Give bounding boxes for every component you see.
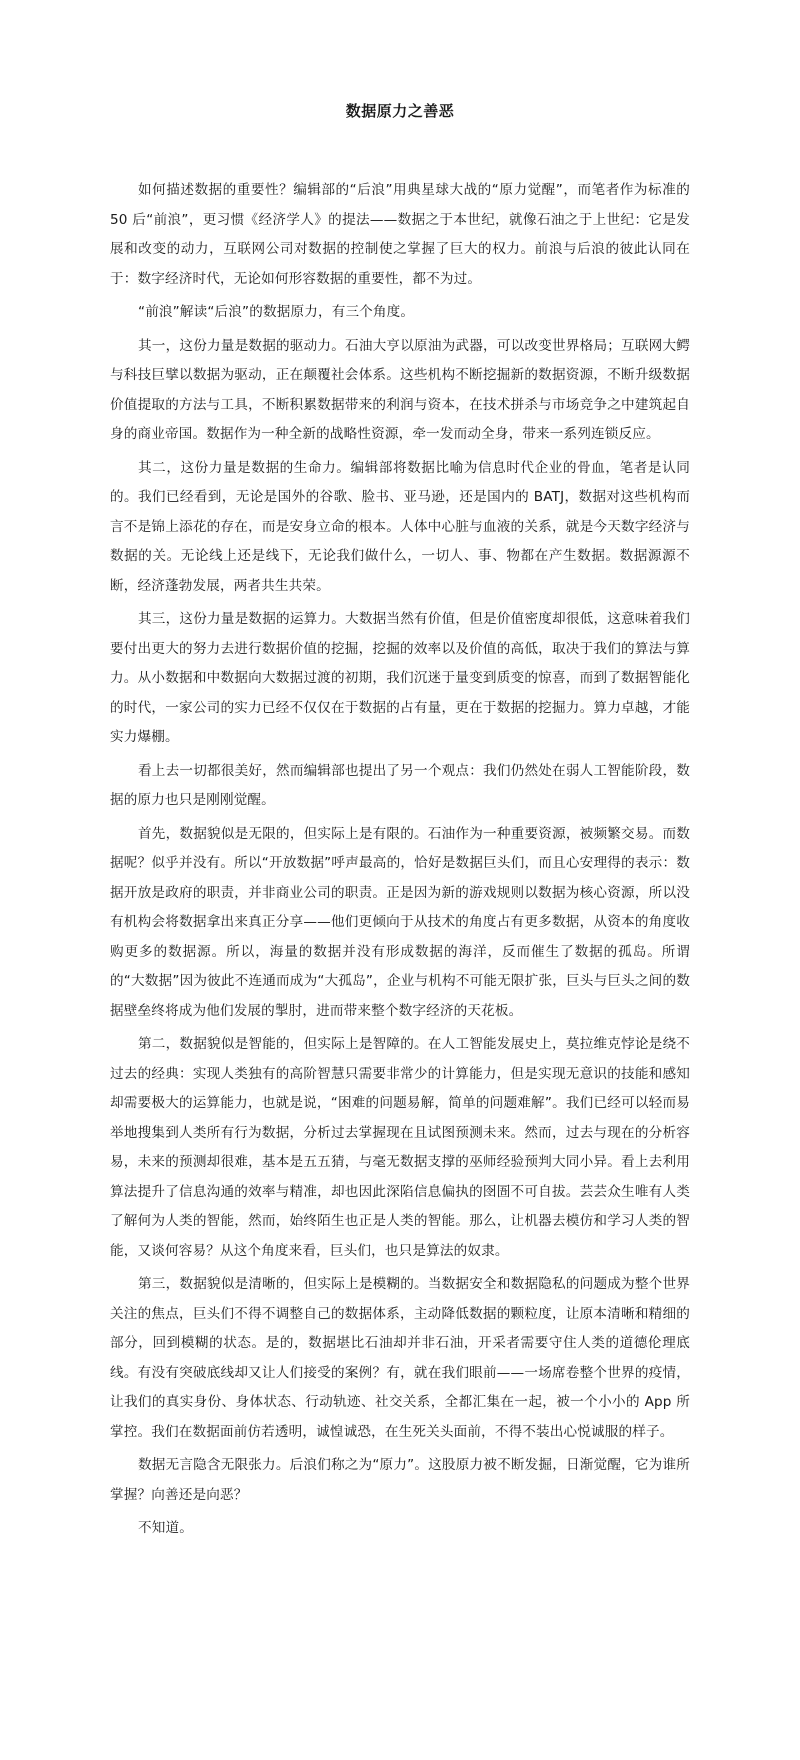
article-paragraph: 其三，这份力量是数据的运算力。大数据当然有价值，但是价值密度却很低，这意味着我们要付出更大的努力去进行数据价值的挖掘，挖掘的效率以及价值的高低，取决于我们的算法与算力。从小数据和中数据向大数据过渡的初期，我们沉迷于量变到质变的惊喜，而到了数据智能化的时代，一家公司的实力已经不仅仅在于数据的占有量，更在于数据的挖掘力。算力卓越，才能实力爆棚。	[110, 611, 690, 745]
article-title: 数据原力之善恶	[345, 102, 455, 120]
article-paragraph: “前浪”解读“后浪”的数据原力，有三个角度。	[138, 304, 415, 320]
article-paragraph: 不知道。	[138, 1520, 193, 1536]
article-paragraph: 看上去一切都很美好，然而编辑部也提出了另一个观点：我们仍然处在弱人工智能阶段，数据的原力也只是刚刚觉醒。	[110, 762, 690, 808]
article-paragraph: 如何描述数据的重要性？编辑部的“后浪”用典星球大战的“原力觉醒”，而笔者作为标准的 50 后“前浪”，更习惯《经济学人》的提法——数据之于本世纪，就像石油之于上世纪：它是发展和改变的动力，互联网公司对数据的控制使之掌握了巨大的权力。前浪与后浪的彼此认同在于：数字经济时代，无论如何形容数据的重要性，都不为过。	[110, 182, 690, 287]
article-paragraph: 其一，这份力量是数据的驱动力。石油大亨以原油为武器，可以改变世界格局；互联网大鳄与科技巨擘以数据为驱动，正在颠覆社会体系。这些机构不断挖掘新的数据资源，不断升级数据价值提取的方法与工具，不断积累数据带来的利润与资本，在技术拼杀与市场竞争之中建筑起自身的商业帝国。数据作为一种全新的战略性资源，牵一发而动全身，带来一系列连锁反应。	[110, 337, 690, 442]
article-paragraph: 数据无言隐含无限张力。后浪们称之为“原力”。这股原力被不断发掘，日渐觉醒，它为谁所掌握？向善还是向恶？	[110, 1457, 690, 1503]
article-paragraph: 首先，数据貌似是无限的，但实际上是有限的。石油作为一种重要资源，被频繁交易。而数据呢？似乎并没有。所以“开放数据”呼声最高的，恰好是数据巨头们，而且心安理得的表示：数据开放是政府的职责，并非商业公司的职责。正是因为新的游戏规则以数据为核心资源，所以没有机构会将数据拿出来真正分享——他们更倾向于从技术的角度占有更多数据，从资本的角度收购更多的数据源。所以，海量的数据并没有形成数据的海洋，反而催生了数据的孤岛。所谓的“大数据”因为彼此不连通而成为“大孤岛”，企业与机构不可能无限扩张，巨头与巨头之间的数据壁垒终将成为他们发展的掣肘，进而带来整个数字经济的天花板。	[110, 825, 690, 1019]
article-paragraph: 其二，这份力量是数据的生命力。编辑部将数据比喻为信息时代企业的骨血，笔者是认同的。我们已经看到，无论是国外的谷歌、脸书、亚马逊，还是国内的 BATJ，数据对这些机构而言不是锦上添花的存在，而是安身立命的根本。人体中心脏与血液的关系，就是今天数字经济与数据的关。无论线上还是线下，无论我们做什么，一切人、事、物都在产生数据。数据源源不断，经济蓬勃发展，两者共生共荣。	[110, 459, 690, 594]
article-paragraph: 第三，数据貌似是清晰的，但实际上是模糊的。当数据安全和数据隐私的问题成为整个世界关注的焦点，巨头们不得不调整自己的数据体系，主动降低数据的颗粒度，让原本清晰和精细的部分，回到模糊的状态。是的，数据堪比石油却并非石油，开采者需要守住人类的道德伦理底线。有没有突破底线却又让人们接受的案例？有，就在我们眼前——一场席卷整个世界的疫情，让我们的真实身份、身体状态、行动轨迹、社交关系，全都汇集在一起，被一个小小的 App 所掌控。我们在数据面前仿若透明，诚惶诚恐，在生死关头面前，不得不装出心悦诚服的样子。	[110, 1276, 690, 1440]
article-paragraph: 第二，数据貌似是智能的，但实际上是智障的。在人工智能发展史上，莫拉维克悖论是绕不过去的经典：实现人类独有的高阶智慧只需要非常少的计算能力，但是实现无意识的技能和感知却需要极大的运算能力，也就是说，“困难的问题易解，简单的问题难解”。我们已经可以轻而易举地搜集到人类所有行为数据，分析过去掌握现在且试图预测未来。然而，过去与现在的分析容易，未来的预测却很难，基本是五五猜，与毫无数据支撑的巫师经验预判大同小异。看上去利用算法提升了信息沟通的效率与精准，却也因此深陷信息偏执的囹圄不可自拔。芸芸众生唯有人类了解何为人类的智能，然而，始终陌生也正是人类的智能。那么，让机器去模仿和学习人类的智能，又谈何容易？从这个角度来看，巨头们，也只是算法的奴隶。	[110, 1036, 690, 1259]
